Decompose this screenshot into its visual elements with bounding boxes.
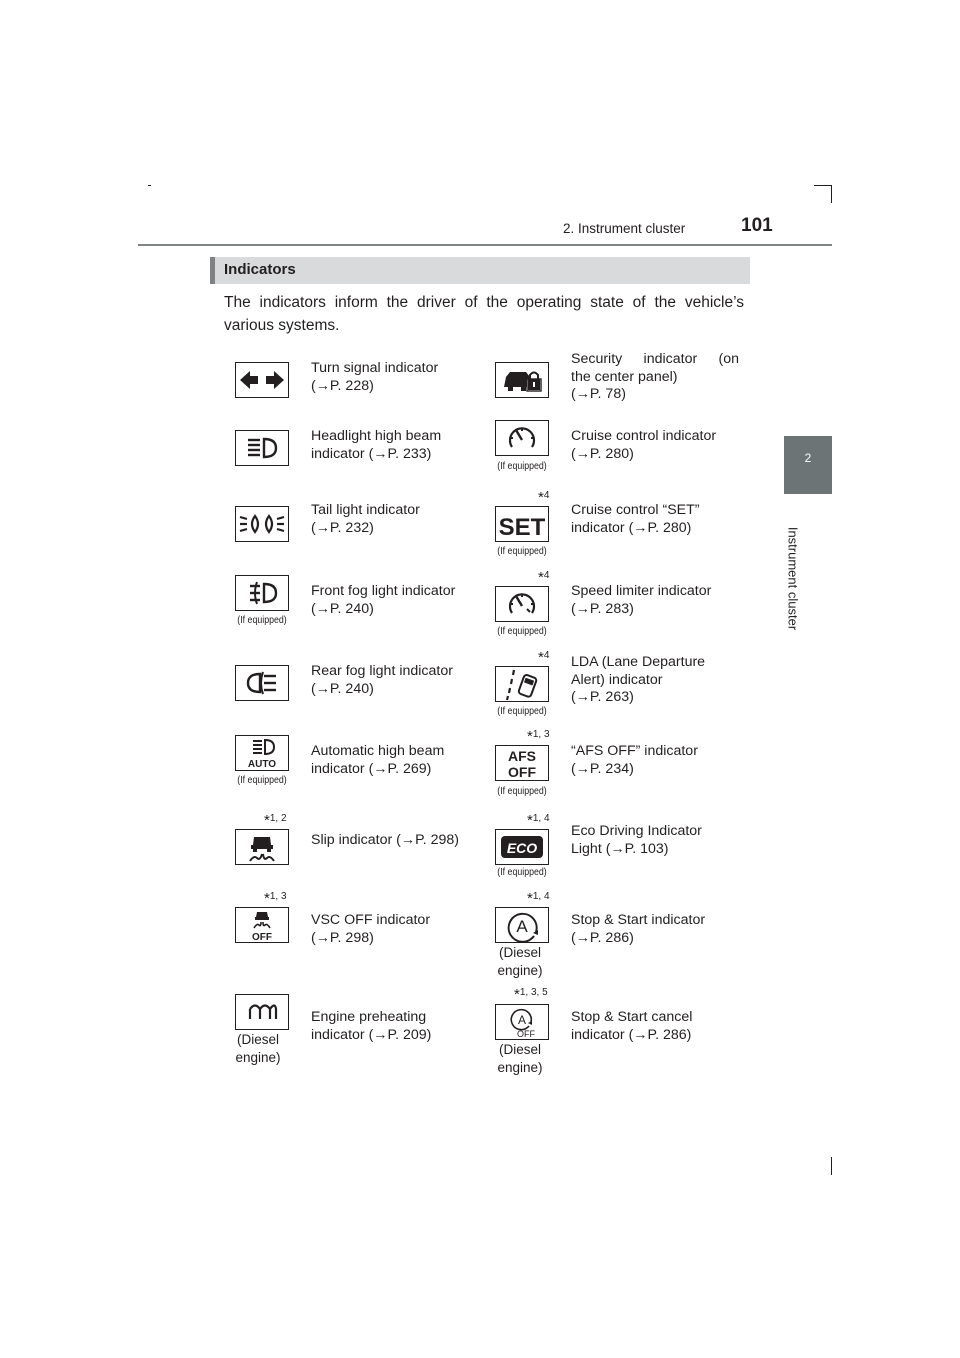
desc-preheat: Engine preheating indicator (→P. 209) bbox=[311, 1009, 432, 1043]
note-cruise-set: (If equipped) bbox=[497, 546, 547, 557]
footnote-marker: *$^{1, 3, 5}$ bbox=[514, 986, 548, 1003]
section-heading bbox=[210, 257, 750, 284]
crop-mark bbox=[148, 185, 151, 186]
note-eco: (If equipped) bbox=[497, 867, 547, 878]
svg-text:ECO: ECO bbox=[506, 840, 538, 856]
note-afs-off: (If equipped) bbox=[497, 786, 547, 797]
desc-high-beam: Headlight high beam indicator (→P. 233) bbox=[311, 428, 442, 462]
desc-rear-fog: Rear fog light indicator (→P. 240) bbox=[311, 663, 453, 697]
footnote-marker: *$^{1, 4}$ bbox=[527, 890, 550, 907]
note-stop-start: (Diesel engine) bbox=[497, 945, 543, 978]
slip-icon bbox=[235, 829, 289, 865]
turn-signal-icon bbox=[235, 362, 289, 398]
high-beam-icon bbox=[235, 430, 289, 466]
header-rule bbox=[138, 244, 832, 246]
chapter-tab-number: 2 bbox=[804, 451, 812, 465]
rear-fog-light-icon bbox=[235, 665, 289, 701]
crop-mark bbox=[831, 185, 832, 203]
security-icon bbox=[495, 362, 549, 398]
cruise-set-icon bbox=[495, 506, 549, 542]
svg-text:A: A bbox=[517, 1013, 527, 1027]
note-front-fog: (If equipped) bbox=[237, 615, 287, 626]
note-auto-high-beam: (If equipped) bbox=[237, 775, 287, 786]
chapter-tab-label: Instrument cluster bbox=[785, 526, 801, 631]
crop-mark bbox=[814, 185, 832, 186]
desc-cruise-control: Cruise control indicator (→P. 280) bbox=[571, 428, 717, 462]
page-number: 101 bbox=[741, 215, 773, 236]
footnote-marker: *$^{1, 3}$ bbox=[264, 890, 287, 907]
desc-turn-signal: Turn signal indicator (→P. 228) bbox=[311, 360, 439, 394]
desc-cruise-set: Cruise control “SET” indicator (→P. 280) bbox=[571, 502, 700, 536]
desc-speed-limiter: Speed limiter indicator (→P. 283) bbox=[571, 583, 712, 617]
footnote-marker: *$^{1, 3}$ bbox=[527, 728, 550, 745]
tail-light-icon bbox=[235, 506, 289, 542]
note-preheat: (Diesel engine) bbox=[235, 1032, 281, 1065]
svg-text:OFF: OFF bbox=[517, 1029, 535, 1039]
desc-auto-high-beam: Automatic high beam indicator (→P. 269) bbox=[311, 743, 445, 777]
note-speed-limiter: (If equipped) bbox=[497, 626, 547, 637]
desc-vsc-off: VSC OFF indicator (→P. 298) bbox=[311, 912, 431, 946]
cruise-control-icon bbox=[495, 420, 549, 456]
note-lda: (If equipped) bbox=[497, 706, 547, 717]
footnote-marker: *$^4$ bbox=[538, 489, 550, 506]
front-fog-light-icon bbox=[235, 575, 289, 611]
svg-text:AUTO: AUTO bbox=[247, 759, 277, 770]
footnote-marker: *$^{1, 2}$ bbox=[264, 812, 287, 829]
desc-stop-start: Stop & Start indicator (→P. 286) bbox=[571, 912, 706, 946]
stop-start-cancel-icon bbox=[495, 1004, 549, 1040]
svg-text:SET: SET bbox=[498, 514, 546, 541]
footnote-marker: *$^4$ bbox=[538, 649, 550, 666]
desc-afs-off: “AFS OFF” indicator (→P. 234) bbox=[571, 743, 698, 777]
engine-preheat-icon bbox=[235, 994, 289, 1030]
svg-text:AFS: AFS bbox=[508, 748, 536, 764]
auto-high-beam-icon bbox=[235, 735, 289, 771]
svg-text:OFF: OFF bbox=[508, 764, 536, 780]
stop-start-icon bbox=[495, 907, 549, 943]
intro-paragraph: The indicators inform the driver of the operating state of the vehicle’s various systems. bbox=[224, 294, 744, 334]
desc-stop-start-cancel: Stop & Start cancel indicator (→P. 286) bbox=[571, 1009, 693, 1043]
running-header: 2. Instrument cluster bbox=[563, 221, 686, 236]
eco-icon bbox=[495, 829, 549, 865]
footnote-marker: *$^4$ bbox=[538, 569, 550, 586]
afs-off-icon bbox=[495, 745, 549, 781]
desc-tail-light: Tail light indicator (→P. 232) bbox=[311, 502, 420, 536]
desc-lda: LDA (Lane Departure Alert) indicator (→P. 263) bbox=[571, 654, 706, 705]
section-title: Indicators bbox=[224, 261, 296, 278]
desc-eco: Eco Driving Indicator Light (→P. 103) bbox=[571, 823, 702, 857]
desc-front-fog: Front fog light indicator (→P. 240) bbox=[311, 583, 456, 617]
svg-text:A: A bbox=[516, 917, 528, 936]
footnote-marker: *$^{1, 4}$ bbox=[527, 812, 550, 829]
vsc-off-icon bbox=[235, 907, 289, 943]
crop-mark bbox=[831, 1157, 832, 1175]
lda-icon bbox=[495, 666, 549, 702]
chapter-tab bbox=[784, 436, 832, 494]
svg-text:OFF: OFF bbox=[252, 932, 272, 942]
desc-slip: Slip indicator (→P. 298) bbox=[311, 832, 459, 848]
speed-limiter-icon bbox=[495, 586, 549, 622]
note-stop-start-cancel: (Diesel engine) bbox=[497, 1042, 543, 1075]
note-cruise-control: (If equipped) bbox=[497, 461, 547, 472]
desc-security: Security indicator (on the center panel) (→P. 78) bbox=[571, 351, 739, 402]
